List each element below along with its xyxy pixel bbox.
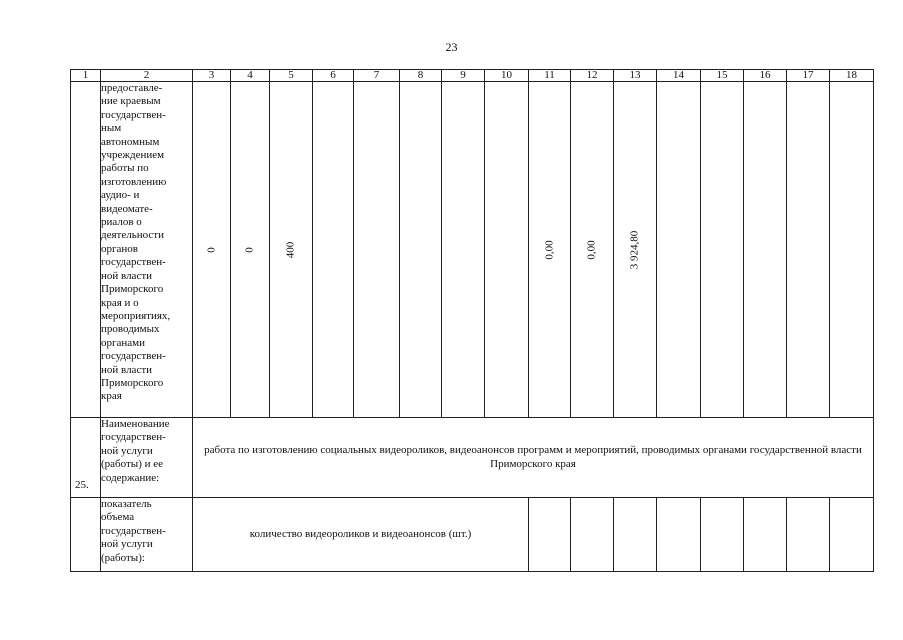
data-table xyxy=(70,69,874,572)
table-cell xyxy=(231,82,270,418)
column-header: 13 xyxy=(614,70,657,82)
table-cell xyxy=(787,498,830,572)
column-header: 2 xyxy=(101,70,193,82)
table-cell xyxy=(830,498,874,572)
volume-indicator: количество видеороликов и видеоанонсов (шт.) xyxy=(193,498,529,572)
cell-value: 0 xyxy=(243,247,256,253)
column-header: 16 xyxy=(744,70,787,82)
table-cell xyxy=(313,82,354,418)
column-header: 18 xyxy=(830,70,874,82)
table-cell xyxy=(485,82,529,418)
column-header: 8 xyxy=(400,70,442,82)
table-cell xyxy=(571,498,614,572)
column-header: 14 xyxy=(657,70,701,82)
row-description: Наименование государствен- ной услуги (работы) и ее содержание: xyxy=(101,418,193,498)
table-row xyxy=(71,498,874,572)
table-cell xyxy=(400,82,442,418)
column-header: 12 xyxy=(571,70,614,82)
table-cell xyxy=(744,498,787,572)
service-content: работа по изготовлению социальных видеороликов, видеоанонсов программ и мероприятий, проводимых органами государственной власти Приморского края xyxy=(193,418,874,498)
column-header: 11 xyxy=(529,70,571,82)
table-row xyxy=(71,418,874,498)
row-number: 25. xyxy=(71,418,101,498)
table-cell xyxy=(529,82,571,418)
cell-value: 0,00 xyxy=(585,240,598,260)
cell-value: 400 xyxy=(284,241,297,259)
table-cell xyxy=(701,82,744,418)
cell-value: 0,00 xyxy=(542,240,555,260)
column-header: 7 xyxy=(354,70,400,82)
cell-value: 0 xyxy=(204,247,217,253)
column-header: 17 xyxy=(787,70,830,82)
row-description: показатель объема государствен- ной услуги (работы): xyxy=(101,498,193,572)
column-header: 5 xyxy=(270,70,313,82)
row-description: предоставле- ние краевым государствен- ным автономным учреждением работы по изготовлению аудио- и видеомате- риалов о деятельности органов государствен- ной власти Приморского края и о мероприятиях, проводимых органами государствен- ной власти Приморского края xyxy=(101,82,193,418)
column-header: 6 xyxy=(313,70,354,82)
column-header: 9 xyxy=(442,70,485,82)
table-cell xyxy=(571,82,614,418)
column-header: 10 xyxy=(485,70,529,82)
table-cell xyxy=(193,82,231,418)
column-header: 3 xyxy=(193,70,231,82)
header-row xyxy=(71,70,874,82)
table-cell xyxy=(614,498,657,572)
table-cell xyxy=(71,498,101,572)
column-header: 1 xyxy=(71,70,101,82)
table-cell xyxy=(354,82,400,418)
table-cell xyxy=(830,82,874,418)
table-cell xyxy=(657,498,701,572)
table-cell xyxy=(657,82,701,418)
table-cell xyxy=(529,498,571,572)
table-cell xyxy=(71,82,101,418)
table-cell xyxy=(744,82,787,418)
table-cell xyxy=(701,498,744,572)
cell-value: 3 924,80 xyxy=(628,230,641,270)
column-header: 4 xyxy=(231,70,270,82)
column-header: 15 xyxy=(701,70,744,82)
table-cell xyxy=(787,82,830,418)
table-cell xyxy=(442,82,485,418)
table-row xyxy=(71,82,874,418)
page-number: 23 xyxy=(445,40,458,54)
table-cell xyxy=(270,82,313,418)
table-cell xyxy=(614,82,657,418)
